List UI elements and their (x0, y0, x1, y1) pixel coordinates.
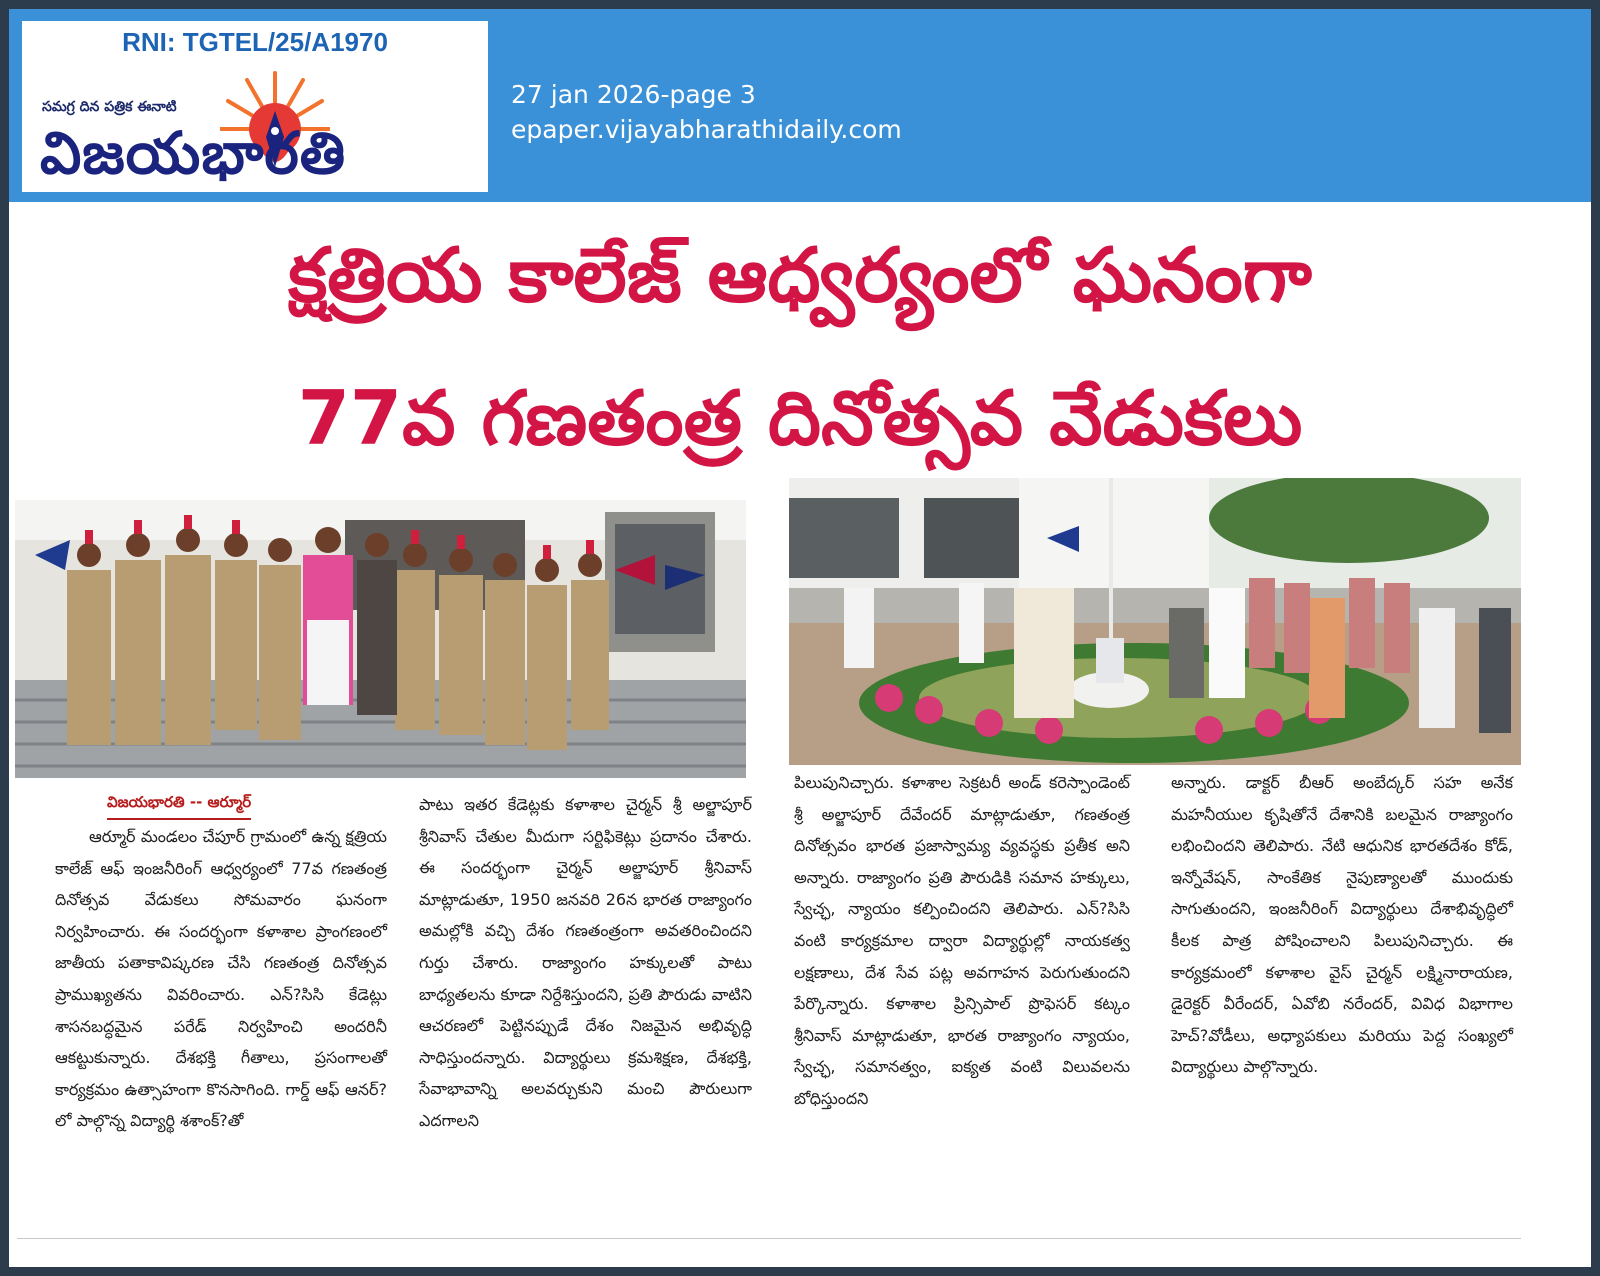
headline-line-1: క్షత్రియ కాలేజ్ ఆధ్వర్యంలో ఘనంగా (288, 231, 1312, 319)
article-column-1: ఆర్మూర్ మండలం చేపూర్ గ్రామంలో ఉన్న క్షత్రియ కాలేజ్ ఆఫ్ ఇంజనీరింగ్ ఆధ్వర్యంలో 77వ గణతంత్ర దినోత్సవ వేడుకలు సోమవారం ఘనంగా నిర్వహించారు. ఈ సందర్భంగా కళాశాల ప్రాంగణంలో జాతీయ పతాకావిష్కరణ చేసి గణతంత్ర దినోత్సవ ప్రాముఖ్యతను వివరించారు. ఎన్?సిసి కేడెట్లు శాసనబద్ధమైన పరేడ్ నిర్వహించి అందరినీ ఆకట్టుకున్నారు. దేశభక్తి గీతాలు, ప్రసంగాలతో కార్యక్రమం ఉత్సాహంగా కొనసాగింది. గార్డ్ ఆఫ్ ఆనర్?లో పాల్గొన్న విద్యార్థి శశాంక్?తో (55, 827, 387, 1131)
article-column-3: పిలుపునిచ్చారు. కళాశాల సెక్రటరీ అండ్ కరెస్పాండెంట్ శ్రీ అల్జాపూర్ దేవేందర్ మాట్లాడుతూ, గణతంత్ర దినోత్సవం భారత ప్రజాస్వామ్య వ్యవస్థకు ప్రతీక అని అన్నారు. రాజ్యాంగం ప్రతి పౌరుడికి సమాన హక్కులు, స్వేచ్ఛ, న్యాయం కల్పించిందని తెలిపారు. ఎన్?సిసి వంటి కార్యక్రమాల ద్వారా విద్యార్థుల్లో నాయకత్వ లక్షణాలు, దేశ సేవ పట్ల అవగాహన పెరుగుతుందని పేర్కొన్నారు. కళాశాల ప్రిన్సిపాల్ ప్రొఫెసర్ కట్కం శ్రీనివాస్ మాట్లాడుతూ, భారత రాజ్యాంగం న్యాయం, స్వేచ్ఛ, సమానత్వం, ఐక్యత వంటి విలువలను బోధిస్తుందని (794, 773, 1130, 1108)
headline-line-2: 77వ గణతంత్ర దినోత్సవ వేడుకలు (297, 374, 1303, 462)
brand-name: విజయభారతి (40, 119, 347, 187)
article-column-2: పాటు ఇతర కేడెట్లకు కళాశాల చైర్మన్ శ్రీ అల్జాపూర్ శ్రీనివాస్ చేతుల మీదుగా సర్టిఫికెట్లు ప్రదానం చేశారు. ఈ సందర్భంగా చైర్మన్ అల్జాపూర్ శ్రీనివాస్ మాట్లాడుతూ, 1950 జనవరి 26న భారత రాజ్యాంగం అమల్లోకి వచ్చి దేశం గణతంత్రంగా అవతరించిందని గుర్తు చేశారు. రాజ్యాంగం హక్కులతో పాటు బాధ్యతలను కూడా నిర్దేశిస్తుందని, ప్రతి పౌరుడు వాటిని ఆచరణలో పెట్టినప్పుడే దేశం నిజమైన అభివృద్ధి సాధిస్తుందన్నారు. విద్యార్థులు క్రమశిక్షణ, దేశభక్తి, సేవాభావాన్ని అలవర్చుకుని మంచి పౌరులుగా ఎదగాలని (419, 795, 752, 1130)
flag-hoisting-illustration (789, 478, 1521, 765)
bottom-divider (17, 1238, 1521, 1239)
group-photo-illustration (15, 500, 746, 778)
article-column-4: అన్నారు. డాక్టర్ బీఆర్ అంబేద్కర్ సహ అనేక మహనీయుల కృషితోనే దేశానికి బలమైన రాజ్యాంగం లభించిందని తెలిపారు. నేటి ఆధునిక భారతదేశం కోడ్, ఇన్నోవేషన్, సాంకేతిక నైపుణ్యాలతో ముందుకు సాగుతుందని, ఇంజనీరింగ్ విద్యార్థులు దేశాభివృద్ధిలో కీలక పాత్ర పోషించాలని పిలుపునిచ్చారు. ఈ కార్యక్రమంలో కళాశాల వైస్ చైర్మన్ లక్ష్మినారాయణ, డైరెక్టర్ వీరేందర్, ఏవోబి నరేందర్, వివిధ విభాగాల హెచ్?వోడీలు, అధ్యాపకులు మరియు పెద్ద సంఖ్యలో విద్యార్థులు పాల్గొన్నారు. (1171, 773, 1513, 1077)
ncc-cadets-group-photo (15, 500, 746, 778)
masthead (9, 9, 1591, 202)
epaper-page (9, 9, 1591, 1267)
website-link[interactable]: epaper.vijayabharathidaily.com (511, 115, 902, 144)
rni-number: RNI: TGTEL/25/A1970 (122, 27, 388, 57)
edition-info (511, 77, 902, 147)
date-page: 27 jan 2026-page 3 (511, 80, 756, 109)
tagline: సమగ్ర దిన పత్రిక ఈనాటి (42, 99, 177, 115)
newspaper-logo[interactable] (22, 21, 488, 192)
byline: విజయభారతి -- ఆర్మూర్ (107, 793, 251, 820)
flag-hoisting-photo (789, 478, 1521, 765)
